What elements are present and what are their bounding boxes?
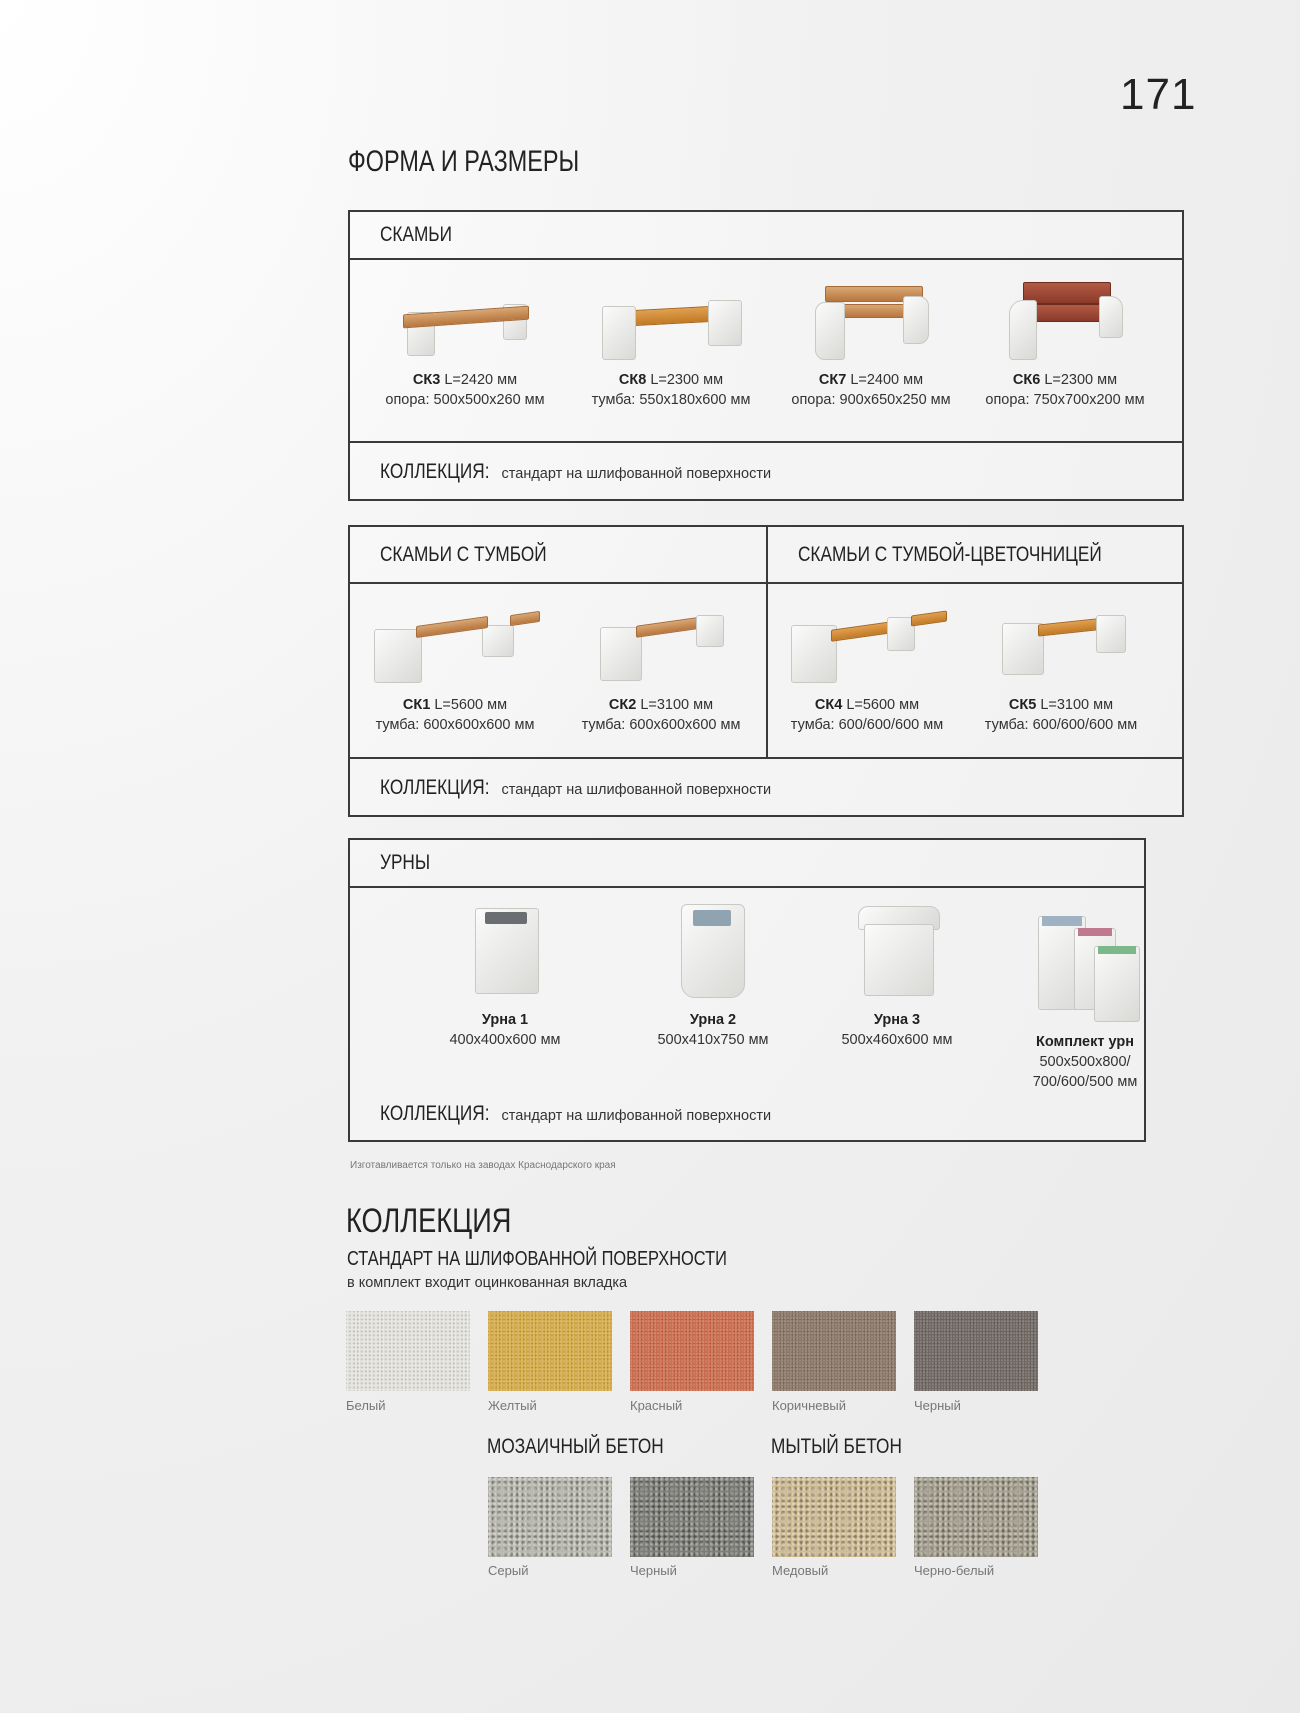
bench-item bbox=[576, 282, 766, 410]
section-divider bbox=[766, 527, 768, 757]
bench-length: L=5600 мм bbox=[434, 697, 508, 713]
bench-length: L=3100 мм bbox=[1040, 697, 1114, 713]
collection-title: КОЛЛЕКЦИЯ bbox=[346, 1202, 512, 1240]
swatch-label: Черно-белый bbox=[914, 1563, 995, 1578]
bench-item bbox=[370, 282, 560, 410]
swatch-label: Медовый bbox=[772, 1563, 829, 1578]
bench-sk1-image bbox=[370, 607, 540, 687]
pedestal-title: СКАМЬИ С ТУМБОЙ bbox=[380, 543, 547, 566]
bench-length: L=2400 мм bbox=[850, 372, 924, 388]
bench-sk8-image bbox=[596, 282, 746, 362]
swatch-white bbox=[346, 1311, 470, 1391]
page-number: 171 bbox=[1120, 70, 1197, 119]
urns-title: УРНЫ bbox=[380, 851, 431, 874]
bench-sk6-image bbox=[1005, 282, 1125, 362]
urn-name: Урна 3 bbox=[873, 1012, 921, 1028]
swatch-label: Черный bbox=[630, 1563, 677, 1578]
swatch-brown bbox=[772, 1311, 896, 1391]
urns-header bbox=[350, 840, 1144, 888]
urn-item bbox=[802, 902, 992, 1050]
urn-name: Урна 1 bbox=[481, 1012, 529, 1028]
urn-spec: 500х500х800/ bbox=[1039, 1054, 1131, 1070]
bench-code: СК8 bbox=[618, 372, 647, 388]
swatch-label: Серый bbox=[488, 1563, 529, 1578]
urn-spec: 400х400х600 мм bbox=[449, 1032, 561, 1048]
bench-item bbox=[360, 607, 550, 735]
pedestal-section bbox=[348, 525, 1184, 817]
bench-spec: опора: 900х650х250 мм bbox=[791, 392, 951, 408]
urn-item bbox=[618, 902, 808, 1050]
bench-spec: опора: 750х700х200 мм bbox=[985, 392, 1145, 408]
bench-code: СК5 bbox=[1008, 697, 1037, 713]
urn-item bbox=[410, 902, 600, 1050]
urn-name: Урна 2 bbox=[689, 1012, 737, 1028]
urn-set-image bbox=[1030, 902, 1140, 1024]
bench-spec: тумба: 600/600/600 мм bbox=[984, 717, 1138, 733]
washed-title: МЫТЫЙ БЕТОН bbox=[771, 1435, 902, 1458]
swatch-mosaic-grey bbox=[488, 1477, 612, 1557]
urn-name: Комплект урн bbox=[1036, 1034, 1134, 1050]
collection-value: стандарт на шлифованной поверхности bbox=[501, 1108, 772, 1124]
bench-length: L=2300 мм bbox=[1044, 372, 1118, 388]
bench-item bbox=[772, 607, 962, 735]
bench-item bbox=[776, 282, 966, 410]
collection-key: КОЛЛЕКЦИЯ: bbox=[380, 460, 490, 483]
urn-spec: 500х460х600 мм bbox=[841, 1032, 953, 1048]
swatch-washed-blackwhite bbox=[914, 1477, 1038, 1557]
bench-spec: тумба: 550х180х600 мм bbox=[591, 392, 751, 408]
pedestal-collection bbox=[350, 757, 1182, 815]
collection-subtitle: СТАНДАРТ НА ШЛИФОВАННОЙ ПОВЕРХНОСТИ bbox=[347, 1248, 727, 1270]
bench-spec: тумба: 600х600х600 мм bbox=[581, 717, 741, 733]
swatch-washed-honey bbox=[772, 1477, 896, 1557]
swatch-label: Белый bbox=[346, 1398, 386, 1413]
bench-length: L=2420 мм bbox=[444, 372, 518, 388]
collection-key: КОЛЛЕКЦИЯ: bbox=[380, 776, 490, 799]
bench-sk3-image bbox=[395, 282, 535, 362]
urns-collection bbox=[380, 1102, 771, 1126]
urn-3-image bbox=[852, 902, 942, 1002]
swatch-label: Желтый bbox=[488, 1398, 537, 1413]
bench-sk5-image bbox=[996, 607, 1126, 687]
benches-section bbox=[348, 210, 1184, 501]
bench-code: СК2 bbox=[608, 697, 637, 713]
bench-code: СК3 bbox=[412, 372, 441, 388]
page-title: ФОРМА И РАЗМЕРЫ bbox=[348, 145, 580, 178]
swatch-label: Красный bbox=[630, 1398, 683, 1413]
bench-spec: тумба: 600/600/600 мм bbox=[790, 717, 944, 733]
bench-spec: тумба: 600х600х600 мм bbox=[375, 717, 535, 733]
bench-length: L=5600 мм bbox=[846, 697, 920, 713]
swatch-red bbox=[630, 1311, 754, 1391]
bench-sk7-image bbox=[811, 282, 931, 362]
planter-title: СКАМЬИ С ТУМБОЙ-ЦВЕТОЧНИЦЕЙ bbox=[798, 543, 1102, 566]
swatch-yellow bbox=[488, 1311, 612, 1391]
urn-2-image bbox=[673, 902, 753, 1002]
collection-key: КОЛЛЕКЦИЯ: bbox=[380, 1102, 490, 1125]
swatch-label: Черный bbox=[914, 1398, 961, 1413]
swatch-mosaic-black bbox=[630, 1477, 754, 1557]
mosaic-title: МОЗАИЧНЫЙ БЕТОН bbox=[487, 1435, 664, 1458]
bench-sk4-image bbox=[787, 607, 947, 687]
collection-value: стандарт на шлифованной поверхности bbox=[501, 782, 772, 798]
bench-length: L=3100 мм bbox=[640, 697, 714, 713]
benches-header bbox=[350, 212, 1182, 260]
collection-value: стандарт на шлифованной поверхности bbox=[501, 466, 772, 482]
benches-title: СКАМЬИ bbox=[380, 223, 452, 246]
swatch-label: Коричневый bbox=[772, 1398, 846, 1413]
benches-collection bbox=[350, 441, 1182, 499]
urn-spec-2: 700/600/500 мм bbox=[1032, 1074, 1138, 1090]
bench-length: L=2300 мм bbox=[650, 372, 724, 388]
urn-spec: 500х410х750 мм bbox=[657, 1032, 769, 1048]
urn-1-image bbox=[465, 902, 545, 1002]
swatch-black bbox=[914, 1311, 1038, 1391]
collection-description: в комплект входит оцинкованная вкладка bbox=[347, 1275, 628, 1291]
bench-sk2-image bbox=[596, 607, 726, 687]
bench-item bbox=[566, 607, 756, 735]
bench-item bbox=[970, 282, 1160, 410]
bench-code: СК7 bbox=[818, 372, 847, 388]
footnote: Изготавливается только на заводах Краснодарского края bbox=[350, 1160, 616, 1171]
bench-code: СК6 bbox=[1012, 372, 1041, 388]
bench-code: СК1 bbox=[402, 697, 431, 713]
bench-code: СК4 bbox=[814, 697, 843, 713]
urn-item bbox=[990, 902, 1180, 1092]
urns-section bbox=[348, 838, 1146, 1142]
bench-item bbox=[966, 607, 1156, 735]
bench-spec: опора: 500х500х260 мм bbox=[385, 392, 545, 408]
